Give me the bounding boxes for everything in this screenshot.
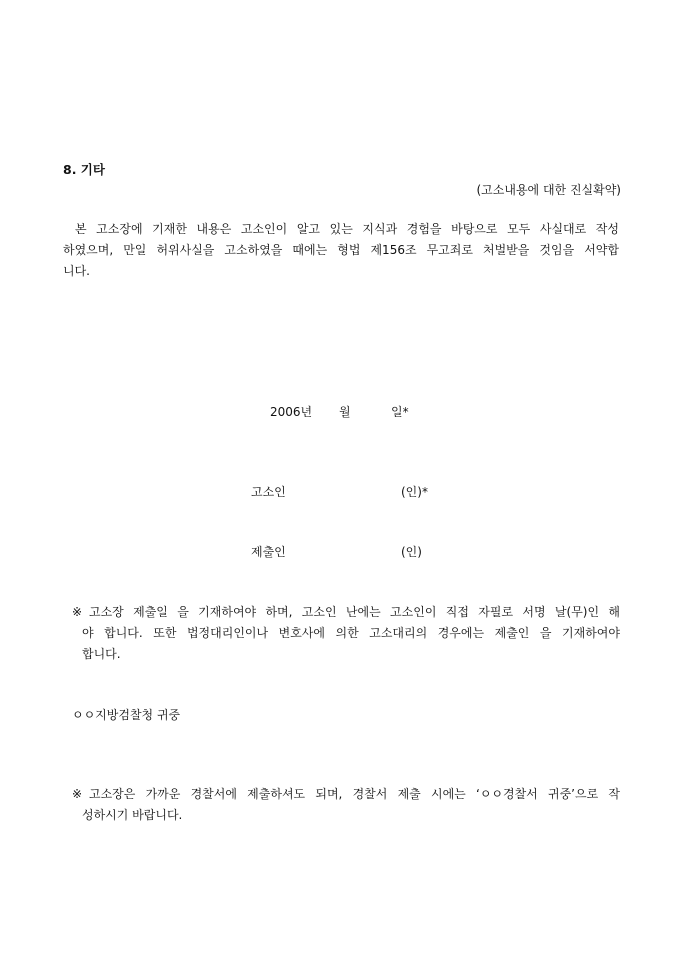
addressee: ㅇㅇ지방검찰청 귀중 <box>72 708 181 722</box>
submitter-seal: (인) <box>401 545 422 559</box>
note-line: 야 합니다. 또한 법정대리인이나 변호사에 의한 고소대리의 경우에는 제출인 을 기재하여야 <box>82 626 620 640</box>
declaration-line: 하였으며, 만일 허위사실을 고소하였을 때에는 형법 제156조 무고죄로 처벌받을 것임을 서약합 <box>63 243 619 257</box>
section-heading: 8. 기타 <box>63 162 105 177</box>
complainant-seal: (인)* <box>401 485 428 499</box>
submitter-label: 제출인 <box>251 545 286 559</box>
complainant-label: 고소인 <box>251 485 286 499</box>
note-line: 합니다. <box>82 647 121 661</box>
date-row <box>270 403 312 420</box>
note-line: 고소장 제출일 을 기재하여야 하며, 고소인 난에는 고소인이 직접 자필로 서명 날(무)인 해 <box>89 605 620 619</box>
declaration-line: 본 고소장에 기재한 내용은 고소인이 알고 있는 지식과 경험을 바탕으로 모두 사실대로 작성 <box>75 222 619 236</box>
note-line: 고소장은 가까운 경찰서에 제출하셔도 되며, 경찰서 제출 시에는 ‘ㅇㅇ경찰서 귀중’으로 작 <box>89 787 620 801</box>
section-subtitle: (고소내용에 대한 진실확약) <box>476 183 621 197</box>
instruction-note-2 <box>72 784 620 826</box>
declaration-paragraph <box>63 219 619 282</box>
instruction-note-1 <box>72 602 620 665</box>
date-year: 2006년 <box>270 405 313 419</box>
note-line: 성하시기 바랍니다. <box>82 808 183 822</box>
declaration-line: 니다. <box>63 264 90 278</box>
date-day: 일* <box>391 405 409 419</box>
reference-mark-icon: ※ <box>72 787 83 801</box>
reference-mark-icon: ※ <box>72 605 83 619</box>
date-month: 월 <box>339 405 351 419</box>
